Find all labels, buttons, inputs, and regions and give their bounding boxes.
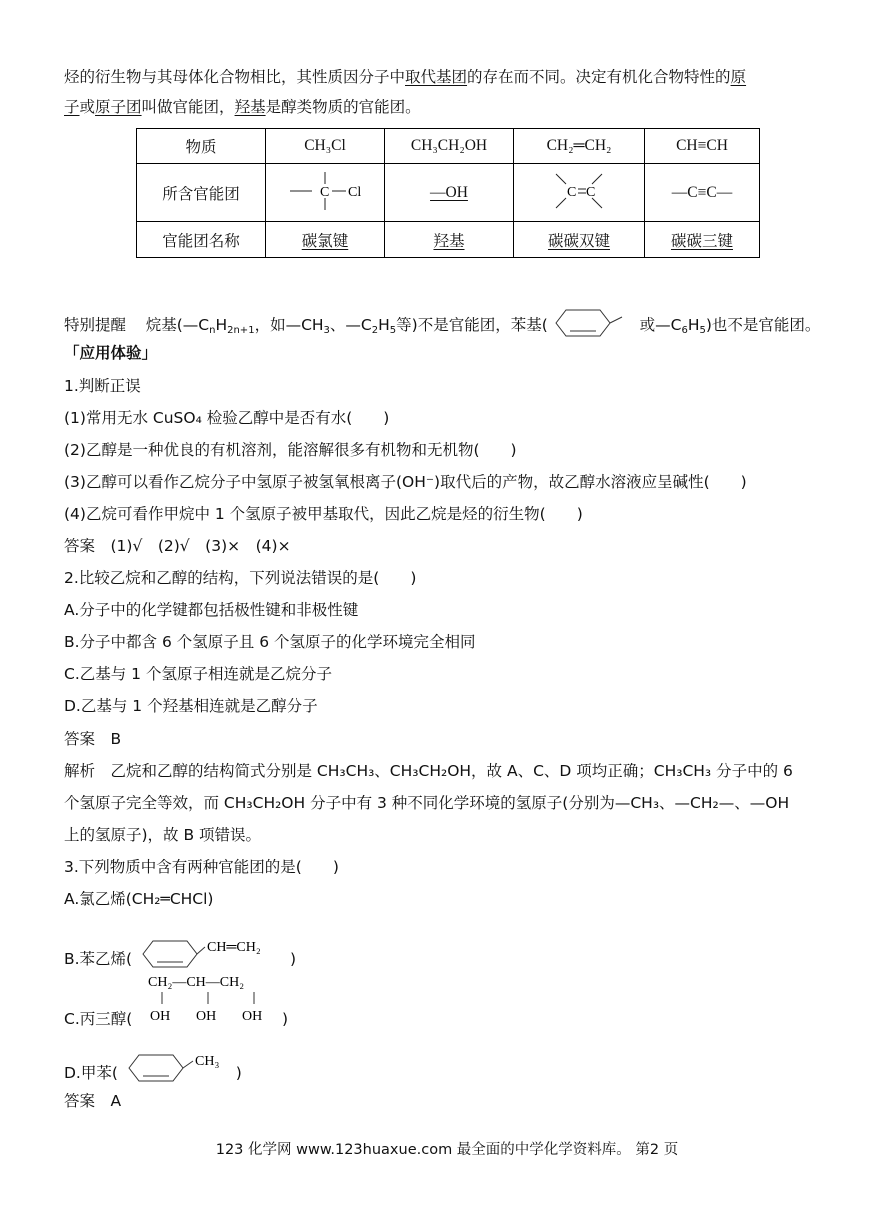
table-row: [137, 129, 760, 164]
tip-text: 烷基(—C: [145, 316, 210, 334]
tip-text: H: [215, 316, 228, 334]
table-row: [137, 222, 760, 258]
option-label: B.苯乙烯(: [64, 950, 133, 968]
question-2-option: D.乙基与 1 个羟基相连就是乙醇分子: [64, 697, 318, 715]
intro-line-2: [64, 96, 421, 118]
hydroxyl-label: OH: [242, 1009, 263, 1024]
group-name-cell: [514, 222, 645, 258]
group-name-cell: [645, 222, 760, 258]
row-header: 所含官能团: [137, 164, 266, 222]
functional-group-table: [136, 128, 760, 258]
intro-underlined-term: 原子团: [95, 98, 142, 116]
question-1-item: (2)乙醇是一种优良的有机溶剂，能溶解很多有机物和无机物( ): [64, 441, 517, 459]
question-1-item: (3)乙醇可以看作乙烷分子中氢原子被氢氧根离子(OH⁻)取代后的产物，故乙醇水溶液应呈碱性( ): [64, 473, 747, 491]
section-heading: 「应用体验」: [64, 344, 158, 362]
special-tip: [64, 306, 820, 340]
styrene-structure-icon: [137, 936, 285, 972]
intro-text: 是醇类物质的官能团。: [265, 98, 421, 116]
question-3-option-a: A.氯乙烯(CH₂═CHCl): [64, 890, 214, 908]
substituent-label: CH═CH₂: [207, 940, 261, 955]
subscript: 5: [389, 325, 397, 336]
carbon-carbon-double-bond-structure: [534, 166, 624, 216]
subscript: 2n+1: [227, 325, 255, 336]
group-name: 碳碳三键: [670, 231, 733, 250]
tip-label: 特别提醒: [64, 316, 127, 334]
intro-text: 或: [79, 98, 96, 116]
intro-underlined-term: 取代基团: [405, 68, 468, 86]
subscript: 2: [371, 325, 379, 336]
option-paren: ): [289, 950, 297, 968]
question-3-option-b: [64, 936, 296, 972]
group-name-cell: [385, 222, 514, 258]
tip-text: 、—C: [329, 316, 372, 334]
group-cell-triple-bond: —C≡C—: [645, 164, 760, 222]
carbon-chlorine-structure: [280, 166, 370, 216]
svg-text:C: C: [567, 184, 577, 200]
group-label: —OH: [430, 183, 468, 201]
group-name-cell: [266, 222, 385, 258]
option-label: D.甲苯(: [64, 1064, 118, 1082]
intro-underlined-term: 子: [64, 98, 80, 116]
intro-underlined-term: 原: [730, 68, 747, 86]
group-cell-hydroxyl: [385, 164, 514, 222]
question-1-item: (1)常用无水 CuSO₄ 检验乙醇中是否有水( ): [64, 409, 390, 427]
substituent-label: CH₃: [194, 1054, 220, 1069]
glycerol-backbone: CH₂—CH—CH₂: [148, 975, 245, 990]
subscript: 5: [699, 325, 706, 336]
phenyl-ring-icon: [548, 306, 630, 340]
question-3-answer: 答案 A: [64, 1092, 122, 1110]
question-1-title: 1.判断正误: [64, 377, 141, 395]
intro-text: 的存在而不同。决定有机化合物特性的: [467, 68, 731, 86]
group-cell-double-bond: [514, 164, 645, 222]
option-paren: ): [235, 1064, 242, 1082]
tip-text: ，如—CH: [254, 316, 324, 334]
question-2-analysis: 解析 乙烷和乙醇的结构简式分别是 CH₃CH₃、CH₃CH₂OH，故 A、C、D 项均正确；CH₃CH₃ 分子中的 6: [64, 762, 793, 780]
tip-text: H: [378, 316, 390, 334]
group-name: 碳碳双键: [547, 231, 610, 250]
svg-text:C: C: [320, 184, 330, 200]
substance-cell: CH₂═CH₂: [514, 129, 645, 164]
question-2-option: C.乙基与 1 个氢原子相连就是乙烷分子: [64, 665, 332, 683]
option-label: C.丙三醇(: [64, 1010, 133, 1028]
subscript: n: [209, 325, 216, 336]
substance-cell: CH≡CH: [645, 129, 760, 164]
glycerol-structure-icon: [146, 970, 282, 1032]
option-paren: ): [282, 1010, 289, 1028]
subscript: 3: [323, 325, 330, 336]
substance-cell: CH₃CH₂OH: [385, 129, 514, 164]
question-1-answer: 答案 (1)√ (2)√ (3)× (4)×: [64, 537, 291, 555]
tip-text: 等)不是官能团，苯基(: [396, 316, 548, 334]
svg-text:C: C: [586, 184, 596, 200]
tip-text: 或—C: [639, 316, 682, 334]
page-footer: 123 化学网 www.123huaxue.com 最全面的中学化学资料库。 第2 页: [215, 1142, 679, 1158]
hydroxyl-label: OH: [150, 1009, 171, 1024]
intro-underlined-term: 羟基: [234, 98, 266, 116]
group-label: Cl: [348, 184, 362, 200]
group-name: 羟基: [433, 231, 465, 250]
intro-line-1: [64, 66, 746, 88]
intro-text: 叫做官能团，: [141, 98, 235, 116]
question-2-analysis: 个氢原子完全等效，而 CH₃CH₂OH 分子中有 3 种不同化学环境的氢原子(分别为—CH₃、—CH₂—、—OH: [64, 794, 790, 812]
subscript: 6: [681, 325, 688, 336]
question-3-title: 3.下列物质中含有两种官能团的是( ): [64, 858, 339, 876]
tip-text: H: [687, 316, 700, 334]
hydroxyl-label: OH: [196, 1009, 217, 1024]
question-1-item: (4)乙烷可看作甲烷中 1 个氢原子被甲基取代，因此乙烷是烃的衍生物( ): [64, 505, 583, 523]
question-2-analysis: 上的氢原子)，故 B 项错误。: [64, 826, 262, 844]
row-header: 物质: [137, 129, 266, 164]
group-cell-carbon-chlorine: [266, 164, 385, 222]
question-3-option-d: [64, 1050, 242, 1086]
group-name: 碳氯键: [301, 231, 349, 250]
table-row: [137, 164, 760, 222]
question-2-answer: 答案 B: [64, 730, 122, 748]
row-header: 官能团名称: [137, 222, 266, 258]
toluene-structure-icon: [123, 1050, 231, 1086]
question-2-option: B.分子中都含 6 个氢原子且 6 个氢原子的化学环境完全相同: [64, 633, 476, 651]
question-2-option: A.分子中的化学键都包括极性键和非极性键: [64, 601, 359, 619]
substance-cell: CH₃Cl: [266, 129, 385, 164]
question-2-title: 2.比较乙烷和乙醇的结构，下列说法错误的是( ): [64, 569, 417, 587]
intro-text: 烃的衍生物与其母体化合物相比，其性质因分子中: [64, 68, 406, 86]
tip-text: )也不是官能团。: [705, 316, 821, 334]
